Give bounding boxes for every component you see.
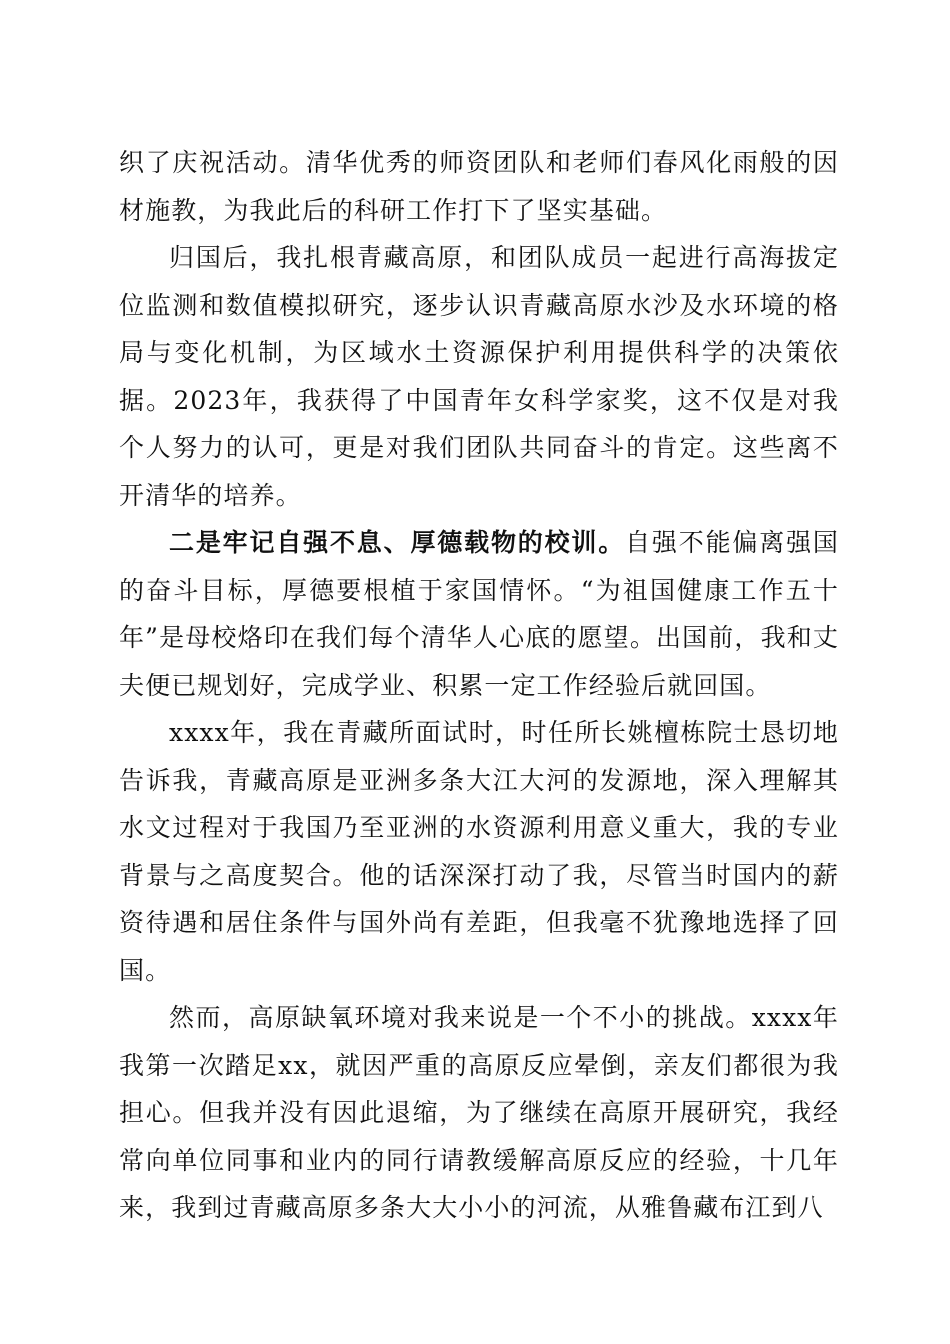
paragraph-2: 归国后，我扎根青藏高原，和团队成员一起进行高海拔定位监测和数值模拟研究，逐步认识青藏高原水沙及水环境的格局与变化机制，为区域水土资源保护利用提供科学的决策依据。2023年，我获得了中国青年女科学家奖，这不仅是对我个人努力的认可，更是对我们团队共同奋斗的肯定。这些离不开清华的培养。 — [119, 243, 839, 510]
paragraph-1: 织了庆祝活动。清华优秀的师资团队和老师们春风化雨般的因材施教，为我此后的科研工作打下了坚实基础。 — [119, 148, 839, 225]
paragraph-5: 然而，高原缺氧环境对我来说是一个不小的挑战。xxxx年我第一次踏足xx，就因严重的高原反应晕倒，亲友们都很为我担心。但我并没有因此退缩，为了继续在高原开展研究，我经常向单位同事和业内的同行请教缓解高原反应的经验，十几年来，我到过青藏高原多条大大小小的河流，从雅鲁藏布江到八 — [119, 1003, 839, 1222]
paragraph-4: xxxx年，我在青藏所面试时，时任所长姚檀栋院士恳切地告诉我，青藏高原是亚洲多条大江大河的发源地，深入理解其水文过程对于我国乃至亚洲的水资源利用意义重大，我的专业背景与之高度契合。他的话深深打动了我，尽管当时国内的薪资待遇和居住条件与国外尚有差距，但我毫不犹豫地选择了回国。 — [119, 718, 839, 985]
paragraph-3-lead: 二是牢记自强不息、厚德载物的校训。 — [169, 528, 626, 557]
paragraph-3-text: 自强不能偏离强国的奋斗目标，厚德要根植于家国情怀。“为祖国健康工作五十年”是母校烙印在我们每个清华人心底的愿望。出国前，我和丈夫便已规划好，完成学业、积累一定工作经验后就回国。 — [119, 528, 839, 700]
paragraph-3 — [119, 519, 839, 709]
document-body — [119, 139, 839, 1232]
